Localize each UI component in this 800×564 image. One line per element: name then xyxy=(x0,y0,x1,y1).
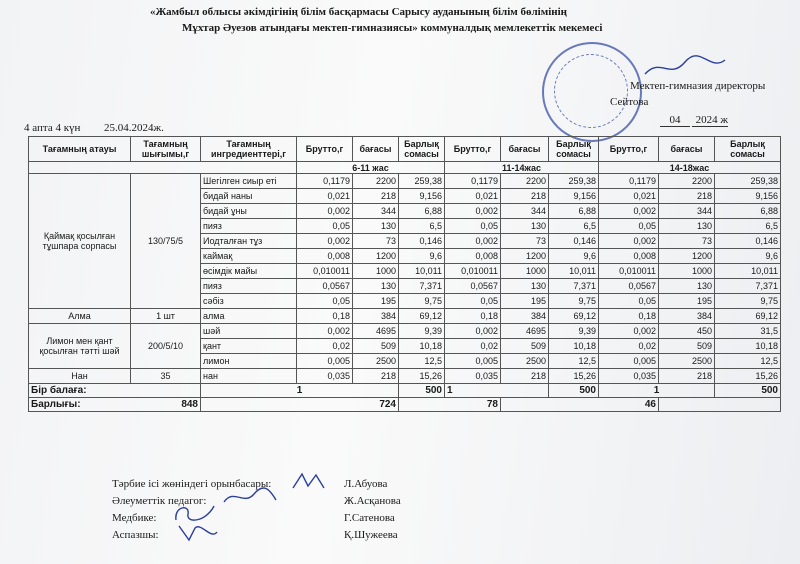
header-line-1: «Жамбыл облысы әкімдігінің білім басқармасы Сарысу ауданының білім бөлімінің xyxy=(150,6,567,18)
cell-value: 0,18 xyxy=(599,309,659,324)
cell-value: 10,011 xyxy=(549,264,599,279)
table-row xyxy=(29,174,781,189)
ingredient-name: Шегілген сиыр еті xyxy=(201,174,297,189)
cell-value: 0,02 xyxy=(599,339,659,354)
cell-value: 31,5 xyxy=(715,324,781,339)
cell-value: 130 xyxy=(353,219,399,234)
ingredient-name: пияз xyxy=(201,219,297,234)
per-child-value: 500 xyxy=(715,384,781,398)
cell-value: 69,12 xyxy=(399,309,445,324)
cell-value: 0,005 xyxy=(599,354,659,369)
age-group-label: 6-11 жас xyxy=(297,162,445,174)
age-group-row xyxy=(29,162,781,174)
cell-value: 7,371 xyxy=(715,279,781,294)
cell-value: 2200 xyxy=(659,174,715,189)
signature-row: Әлеуметтік педагог: Ж.Асқанова xyxy=(112,495,401,507)
per-child-count: 1 xyxy=(599,384,715,398)
cell-value: 0,010011 xyxy=(445,264,501,279)
cell-value: 69,12 xyxy=(549,309,599,324)
cell-value: 0,0567 xyxy=(445,279,501,294)
cell-value: 0,18 xyxy=(445,309,501,324)
cell-value: 344 xyxy=(501,204,549,219)
cell-value: 9,39 xyxy=(549,324,599,339)
cell-value: 195 xyxy=(353,294,399,309)
cell-value: 4695 xyxy=(353,324,399,339)
cell-value: 0,05 xyxy=(297,219,353,234)
col-header: Брутто,г xyxy=(297,137,353,162)
dish-name: Лимон мен қант қосылған тәтті шәй xyxy=(29,324,131,369)
table-header-row xyxy=(29,137,781,162)
dish-name: Алма xyxy=(29,309,131,324)
cell-value: 0,035 xyxy=(445,369,501,384)
per-child-value: 500 xyxy=(549,384,599,398)
cell-value: 0,002 xyxy=(297,234,353,249)
col-header: Брутто,г xyxy=(445,137,501,162)
dish-name: Нан xyxy=(29,369,131,384)
cell-value: 130 xyxy=(659,279,715,294)
totals-value: 78 xyxy=(399,398,501,412)
cell-value: 6,5 xyxy=(549,219,599,234)
per-child-row xyxy=(29,384,781,398)
official-stamp xyxy=(542,42,642,142)
cell-value: 218 xyxy=(353,189,399,204)
cell-value: 15,26 xyxy=(399,369,445,384)
col-header: Барлық сомасы xyxy=(399,137,445,162)
col-header: бағасы xyxy=(353,137,399,162)
cell-value: 9,156 xyxy=(715,189,781,204)
table-row xyxy=(29,324,781,339)
age-group-label: 14-18жас xyxy=(599,162,781,174)
col-header: бағасы xyxy=(501,137,549,162)
totals-row xyxy=(29,398,781,412)
table-row xyxy=(29,309,781,324)
ingredient-name: Иодталған тұз xyxy=(201,234,297,249)
cell-value: 1000 xyxy=(501,264,549,279)
approval-date: 04 xyxy=(660,114,690,127)
dish-name: Қаймақ қосылған тұшпара сорпасы xyxy=(29,174,131,309)
ingredient-name: бидай ұны xyxy=(201,204,297,219)
cell-value: 1200 xyxy=(659,249,715,264)
ingredient-name: қант xyxy=(201,339,297,354)
cell-value: 9,39 xyxy=(399,324,445,339)
menu-table xyxy=(28,136,781,412)
cell-value: 218 xyxy=(659,189,715,204)
col-header: Тағамның шығымы,г xyxy=(131,137,201,162)
cell-value: 9,6 xyxy=(549,249,599,264)
per-child-count: 1 xyxy=(445,384,549,398)
cell-value: 9,75 xyxy=(715,294,781,309)
cell-value: 2200 xyxy=(501,174,549,189)
cell-value: 509 xyxy=(501,339,549,354)
cell-value: 10,011 xyxy=(715,264,781,279)
cell-value: 0,002 xyxy=(599,234,659,249)
approval-title: Мектеп-гимназия директоры xyxy=(630,80,766,92)
ingredient-name: өсімдік майы xyxy=(201,264,297,279)
cell-value: 6,88 xyxy=(399,204,445,219)
cell-value: 0,05 xyxy=(445,219,501,234)
cell-value: 0,146 xyxy=(715,234,781,249)
cell-value: 130 xyxy=(501,219,549,234)
cell-value: 0,146 xyxy=(549,234,599,249)
signature-row: Медбике: Г.Сатенова xyxy=(112,512,395,524)
handwritten-signature xyxy=(175,520,220,544)
cell-value: 1000 xyxy=(659,264,715,279)
totals-value: 46 xyxy=(501,398,659,412)
col-header: Тағамның ингредиенттері,г xyxy=(201,137,297,162)
ingredient-name: пияз xyxy=(201,279,297,294)
ingredient-name: бидай наны xyxy=(201,189,297,204)
cell-value: 259,38 xyxy=(549,174,599,189)
cell-value: 259,38 xyxy=(399,174,445,189)
dish-output: 35 xyxy=(131,369,201,384)
totals-label: Барлығы: 848 xyxy=(29,398,201,412)
cell-value: 130 xyxy=(353,279,399,294)
cell-value: 0,010011 xyxy=(297,264,353,279)
cell-value: 2500 xyxy=(501,354,549,369)
dish-output: 200/5/10 xyxy=(131,324,201,369)
week-date: 25.04.2024ж. xyxy=(104,122,164,134)
cell-value: 73 xyxy=(501,234,549,249)
cell-value: 2500 xyxy=(659,354,715,369)
cell-value: 0,002 xyxy=(297,204,353,219)
col-header: Брутто,г xyxy=(599,137,659,162)
cell-value: 15,26 xyxy=(549,369,599,384)
ingredient-name: шәй xyxy=(201,324,297,339)
signature-row: Аспазшы: Қ.Шужеева xyxy=(112,529,398,541)
cell-value: 10,011 xyxy=(399,264,445,279)
cell-value: 344 xyxy=(353,204,399,219)
cell-value: 0,021 xyxy=(445,189,501,204)
cell-value: 0,002 xyxy=(297,324,353,339)
col-header: Тағамның атауы xyxy=(29,137,131,162)
cell-value: 130 xyxy=(501,279,549,294)
cell-value: 73 xyxy=(353,234,399,249)
cell-value: 0,010011 xyxy=(599,264,659,279)
cell-value: 0,05 xyxy=(599,294,659,309)
cell-value: 0,1179 xyxy=(445,174,501,189)
cell-value: 0,002 xyxy=(445,324,501,339)
cell-value: 0,002 xyxy=(599,324,659,339)
cell-value: 218 xyxy=(659,369,715,384)
per-child-count: 1 xyxy=(201,384,399,398)
director-signature xyxy=(640,52,730,82)
cell-value: 0,18 xyxy=(297,309,353,324)
cell-value: 2200 xyxy=(353,174,399,189)
cell-value: 218 xyxy=(501,189,549,204)
cell-value: 9,75 xyxy=(549,294,599,309)
cell-value: 0,1179 xyxy=(297,174,353,189)
cell-value: 7,371 xyxy=(549,279,599,294)
week-label: 4 апта 4 күн xyxy=(24,122,81,134)
cell-value: 0,05 xyxy=(445,294,501,309)
cell-value: 0,002 xyxy=(445,234,501,249)
cell-value: 10,18 xyxy=(715,339,781,354)
cell-value: 0,035 xyxy=(599,369,659,384)
ingredient-name: сәбіз xyxy=(201,294,297,309)
cell-value: 7,371 xyxy=(399,279,445,294)
cell-value: 0,035 xyxy=(297,369,353,384)
cell-value: 1200 xyxy=(353,249,399,264)
cell-value: 0,008 xyxy=(599,249,659,264)
cell-value: 0,005 xyxy=(297,354,353,369)
cell-value: 0,0567 xyxy=(599,279,659,294)
cell-value: 10,18 xyxy=(399,339,445,354)
cell-value: 0,02 xyxy=(445,339,501,354)
cell-value: 9,156 xyxy=(399,189,445,204)
cell-value: 9,6 xyxy=(715,249,781,264)
cell-value: 0,002 xyxy=(445,204,501,219)
cell-value: 6,5 xyxy=(399,219,445,234)
ingredient-name: лимон xyxy=(201,354,297,369)
cell-value: 69,12 xyxy=(715,309,781,324)
dish-output: 1 шт xyxy=(131,309,201,324)
approval-year: 2024 ж xyxy=(692,114,728,127)
cell-value: 12,5 xyxy=(549,354,599,369)
cell-value: 450 xyxy=(659,324,715,339)
cell-value: 12,5 xyxy=(399,354,445,369)
cell-value: 130 xyxy=(659,219,715,234)
cell-value: 384 xyxy=(501,309,549,324)
cell-value: 9,156 xyxy=(549,189,599,204)
cell-value: 9,6 xyxy=(399,249,445,264)
cell-value: 259,38 xyxy=(715,174,781,189)
cell-value: 6,5 xyxy=(715,219,781,234)
cell-value: 218 xyxy=(353,369,399,384)
col-header: бағасы xyxy=(659,137,715,162)
cell-value: 1200 xyxy=(501,249,549,264)
ingredient-name: алма xyxy=(201,309,297,324)
cell-value: 0,05 xyxy=(297,294,353,309)
cell-value: 0,002 xyxy=(599,204,659,219)
cell-value: 384 xyxy=(353,309,399,324)
dish-output: 130/75/5 xyxy=(131,174,201,309)
cell-value: 509 xyxy=(353,339,399,354)
cell-value: 0,005 xyxy=(445,354,501,369)
handwritten-signature xyxy=(290,470,330,492)
per-child-value: 500 xyxy=(399,384,445,398)
totals-value: 724 xyxy=(201,398,399,412)
approval-name: Сейтова xyxy=(610,96,649,108)
cell-value: 218 xyxy=(501,369,549,384)
handwritten-signature xyxy=(220,486,280,508)
cell-value: 195 xyxy=(501,294,549,309)
cell-value: 384 xyxy=(659,309,715,324)
cell-value: 2500 xyxy=(353,354,399,369)
col-header: Барлық сомасы xyxy=(715,137,781,162)
cell-value: 12,5 xyxy=(715,354,781,369)
cell-value: 0,146 xyxy=(399,234,445,249)
cell-value: 0,02 xyxy=(297,339,353,354)
cell-value: 0,05 xyxy=(599,219,659,234)
cell-value: 15,26 xyxy=(715,369,781,384)
cell-value: 0,021 xyxy=(599,189,659,204)
cell-value: 73 xyxy=(659,234,715,249)
cell-value: 344 xyxy=(659,204,715,219)
cell-value: 0,0567 xyxy=(297,279,353,294)
cell-value: 10,18 xyxy=(549,339,599,354)
table-row xyxy=(29,369,781,384)
cell-value: 0,021 xyxy=(297,189,353,204)
ingredient-name: каймақ xyxy=(201,249,297,264)
cell-value: 0,008 xyxy=(297,249,353,264)
age-group-label: 11-14жас xyxy=(445,162,599,174)
signature-row: Тәрбие ісі жөніндегі орынбасары: Л.Абуова xyxy=(112,478,388,490)
ingredient-name: нан xyxy=(201,369,297,384)
cell-value: 1000 xyxy=(353,264,399,279)
cell-value: 0,008 xyxy=(445,249,501,264)
cell-value: 6,88 xyxy=(715,204,781,219)
cell-value: 4695 xyxy=(501,324,549,339)
cell-value: 195 xyxy=(659,294,715,309)
cell-value: 6,88 xyxy=(549,204,599,219)
per-child-label: Бір балаға: xyxy=(29,384,201,398)
col-header: Барлық сомасы xyxy=(549,137,599,162)
cell-value: 0,1179 xyxy=(599,174,659,189)
cell-value: 509 xyxy=(659,339,715,354)
cell-value: 9,75 xyxy=(399,294,445,309)
header-line-2: Мұхтар Әуезов атындағы мектеп-гимназиясы» коммуналдық мемлекеттік мекемесі xyxy=(182,22,603,34)
